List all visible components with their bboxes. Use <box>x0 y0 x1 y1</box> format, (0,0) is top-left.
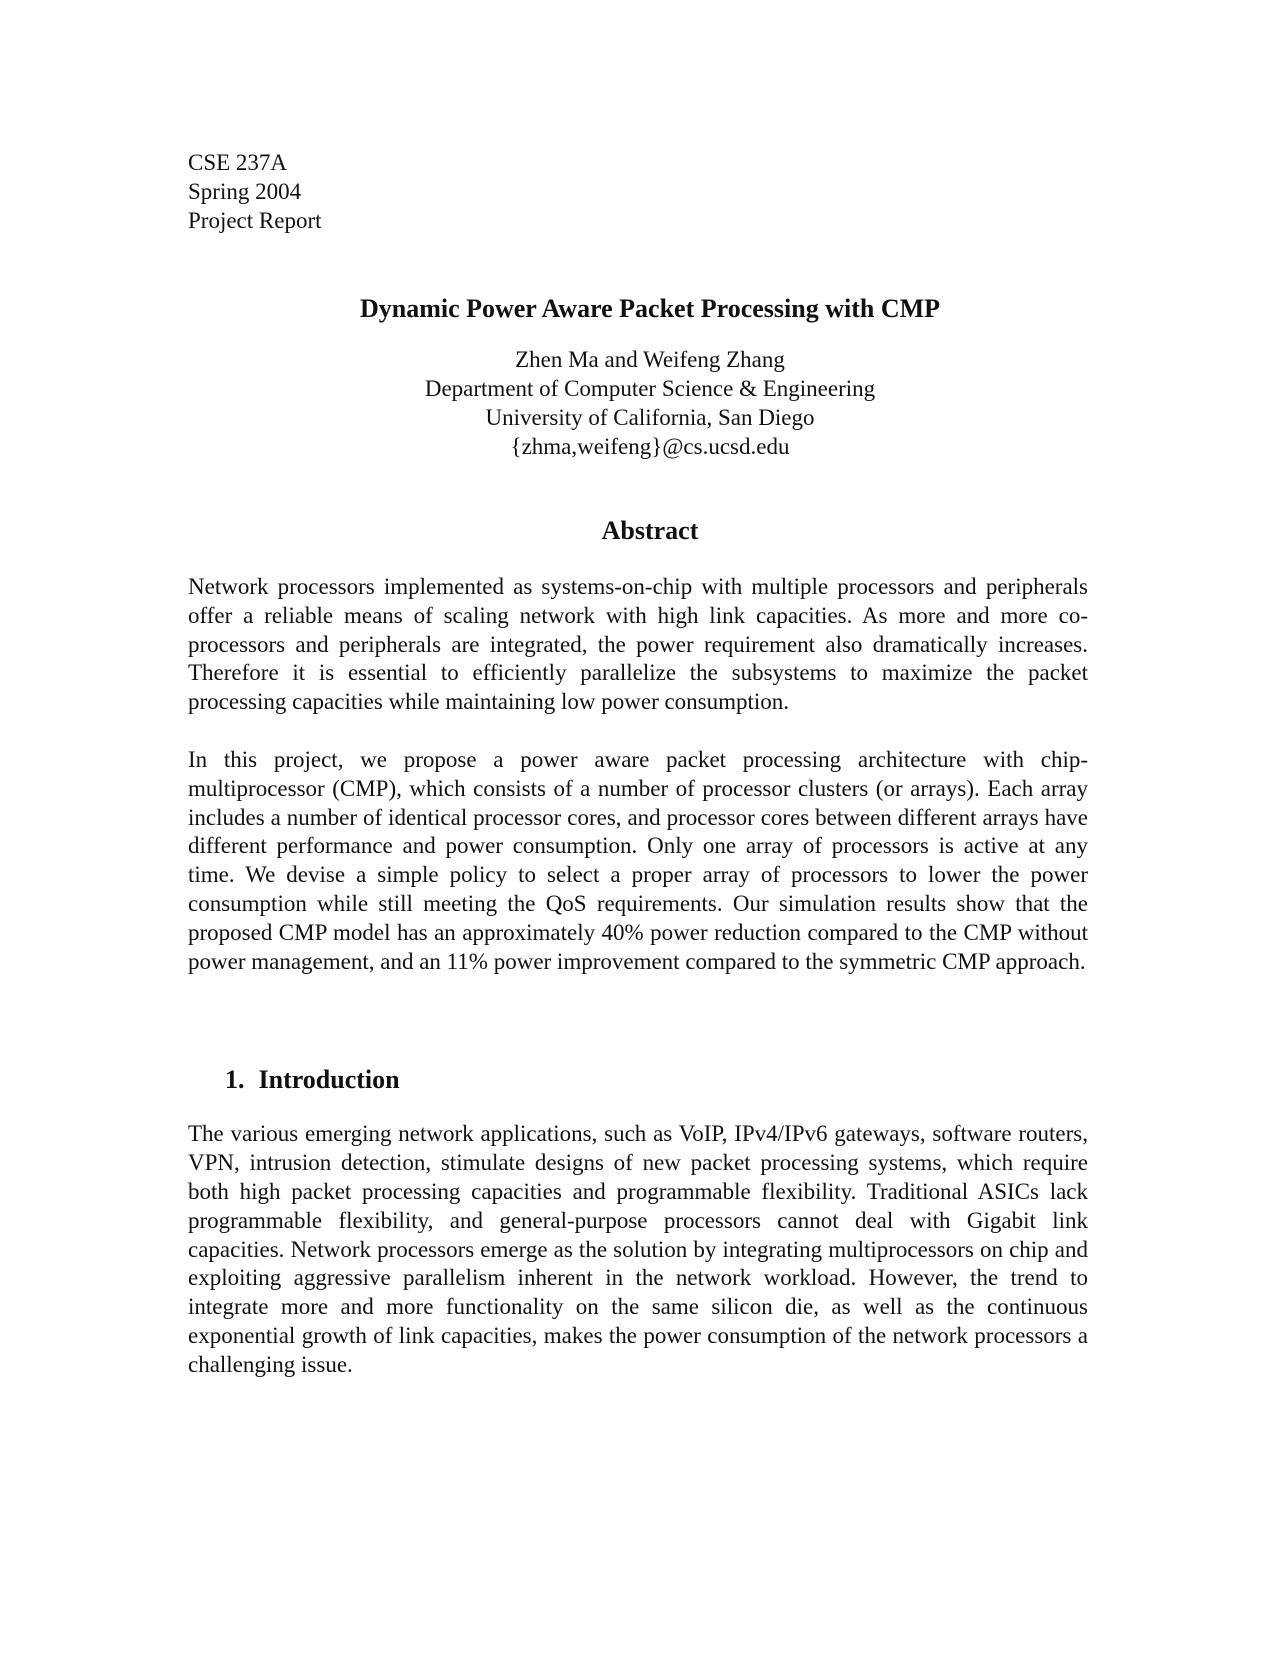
introduction-heading <box>188 1064 1088 1096</box>
document-page <box>188 148 1088 1380</box>
report-header <box>188 148 1088 235</box>
abstract-paragraph-2: In this project, we propose a power aware packet processing architecture with chip-multiprocessor (CMP), which consists of a number of processor clusters (or arrays). Each array includes a number of identical processor cores, and processor cores between different arrays have different performance and power consumption. Only one array of processors is active at any time. We devise a simple policy to select a proper array of processors to lower the power consumption while still meeting the QoS requirements. Our simulation results show that the proposed CMP model has an approximately 40% power reduction compared to the CMP without power management, and an 11% power improvement compared to the symmetric CMP approach. <box>188 746 1088 974</box>
abstract-paragraph-1: Network processors implemented as systems-on-chip with multiple processors and peripherals offer a reliable means of scaling network with high link capacities. As more and more co-processors and peripherals are integrated, the power requirement also dramatically increases. Therefore it is essential to efficiently parallelize the subsystems to maximize the packet processing capacities while maintaining low power consumption. <box>188 574 1088 715</box>
abstract-heading: Abstract <box>601 516 699 545</box>
term: Spring 2004 <box>188 179 302 204</box>
section-title: Introduction <box>258 1065 400 1095</box>
author-department: Department of Computer Science & Engineering <box>424 376 876 401</box>
author-email: {zhma,weifeng}@cs.ucsd.edu <box>510 434 790 459</box>
author-names: Zhen Ma and Weifeng Zhang <box>515 347 785 372</box>
introduction-paragraph-1: The various emerging network applications, such as VoIP, IPv4/IPv6 gateways, software routers, VPN, intrusion detection, stimulate designs of new packet processing systems, which require both high packet processing capacities and programmable flexibility. Traditional ASICs lack programmable flexibility, and general-purpose processors cannot deal with Gigabit link capacities. Network processors emerge as the solution by integrating multiprocessors on chip and exploiting aggressive parallelism inherent in the network workload. However, the trend to integrate more and more functionality on the same silicon die, as well as the continuous exponential growth of link capacities, makes the power consumption of the network processors a challenging issue. <box>188 1121 1088 1377</box>
author-block <box>200 345 1100 461</box>
section-number: 1. <box>225 1065 245 1095</box>
course-code: CSE 237A <box>188 150 288 175</box>
paper-title: Dynamic Power Aware Packet Processing with CMP <box>359 294 941 323</box>
document-type: Project Report <box>188 208 322 233</box>
author-university: University of California, San Diego <box>485 405 815 430</box>
